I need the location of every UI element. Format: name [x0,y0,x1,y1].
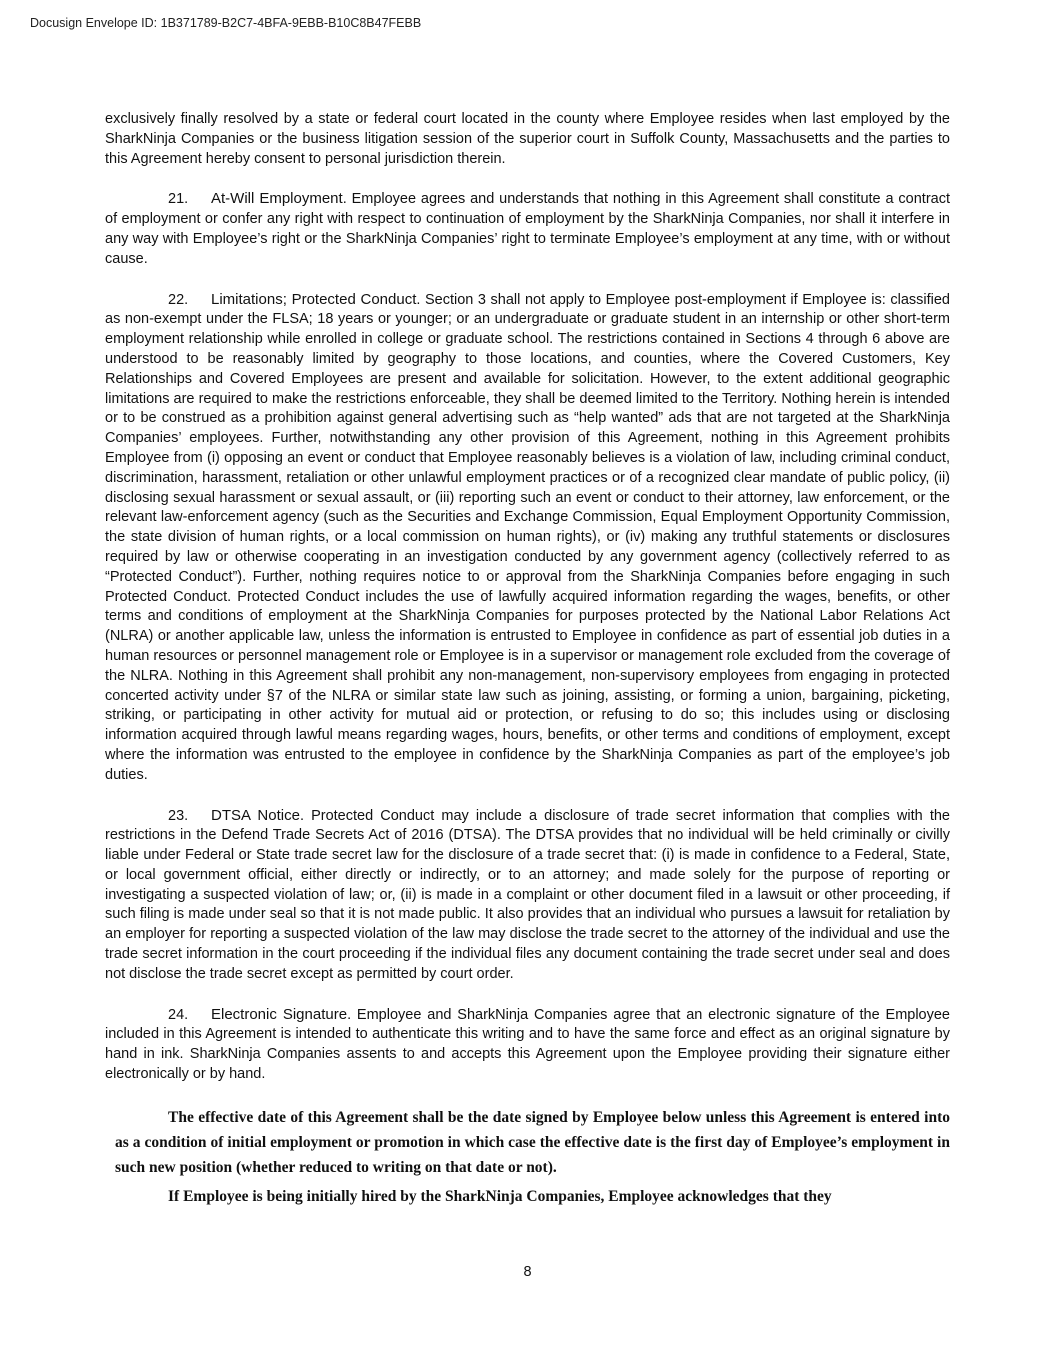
initial-hire-paragraph: If Employee is being initially hired by the SharkNinja Companies, Employee acknowledges that they [168,1187,832,1205]
continuation-paragraph: exclusively finally resolved by a state or federal court located in the county where Employee resides when last employed by the SharkNinja Companies or the business litigation session of the superior court in Suffolk County, Massachusetts and the parties to this Agreement hereby consent to personal jurisdiction therein. [105,111,950,167]
docusign-envelope-id: Docusign Envelope ID: 1B371789-B2C7-4BFA-9EBB-B10C8B47FEBB [30,16,422,30]
section-number: 23. [168,807,189,824]
section-body: . Protected Conduct may include a disclosure of trade secret information that complies with the restrictions in the Defend Trade Secrets Act of 2016 (DTSA). The DTSA provides that no individual will be held criminally or civilly liable under Federal or State trade secret law for the disclosure of a trade secret that: (i) is made in confidence to a Federal, State, or local government official, either directly or indirectly, or to an attorney; and made solely for the purpose of reporting or investigating a suspected violation of law; or, (ii) is made in a complaint or other document filed in a lawsuit or other proceeding, if such filing is made under seal so that it is not made public. It also provides that an individual who pursues a lawsuit for retaliation by an employer for reporting a suspected violation of the law may disclose the trade secret to the attorney of the individual and use the trade secret information in the court proceeding if the individual files any document containing the trade secret under seal and does not disclose the trade secret except as permitted by court order. [105,807,950,982]
section-number: 24. [168,1006,189,1023]
section-23 [105,806,950,985]
section-number: 22. [168,291,189,308]
section-21 [105,189,950,269]
section-heading: Limitations; Protected Conduct [211,290,417,308]
section-body: . Employee and SharkNinja Companies agree that an electronic signature of the Employee included in this Agreement is intended to authenticate this writing and to have the same force and effect as an original signature by hand in ink. SharkNinja Companies assents to and accepts this Agreement upon the Employee providing their signature either electronically or by hand. [105,1006,950,1083]
document-body [105,110,950,1213]
section-number: 21. [168,191,189,208]
section-body: . Section 3 shall not apply to Employee post-employment if Employee is: classified as non-exempt under the FLSA; 18 years or younger; or an undergraduate or graduate student in an internship or other short-term employment relationship while enrolled in college or graduate school. The restrictions contained in Sections 4 through 6 above are understood to be reasonably limited by geography to those locations, and counties, where the Covered Customers, Key Relationships and Covered Employees are present and available for solicitation. However, to the extent additional geographic limitations are required to make the restrictions enforceable, they shall be deemed limited to the Territory. Nothing herein is intended or to be construed as a prohibition against general advertising such as “help wanted” ads that are not targeted at the SharkNinja Companies’ employees. Further, notwithstanding any other provision of this Agreement, nothing in this Agreement prohibits Employee from (i) opposing an event or conduct that Employee reasonably believes is a violation of law, including criminal conduct, discrimination, harassment, retaliation or other unlawful employment practices or of a recognized clear mandate of public policy, (ii) disclosing sexual harassment or sexual assault, or (iii) reporting such an event or conduct to their attorney, law enforcement, or the relevant law-enforcement agency (such as the Securities and Exchange Commission, Equal Employment Opportunity Commission, the state division of human rights, or a local commission on human rights), or (iv) making any truthful statements or disclosures required by law or otherwise cooperating in an investigation conducted by any government agency (collectively referred to as “Protected Conduct”). Further, nothing requires notice to or approval from the SharkNinja Companies before engaging in such Protected Conduct. Protected Conduct includes the use of lawfully acquired information regarding the wages, benefits, or other terms and conditions of employment at the SharkNinja Companies for purposes protected by the National Labor Relations Act (NLRA) or another applicable law, unless the information is entrusted to Employee in confidence as part of essential job duties in a human resources or personnel management role or Employee is in a supervisor or management role excluded from the coverage of the NLRA. Nothing in this Agreement shall prohibit any non-management, non-supervisory employees from engaging in protected concerted activity under §7 of the NLRA or similar state law such as joining, assisting, or forming a union, bargaining, picketing, striking, or participating in other activity for mutual aid or protection, or refusing to do so; this includes using or disclosing information acquired through lawful means regarding wages, hours, benefits, or other terms and conditions of employment, except where the information was entrusted to the employee in confidence by the SharkNinja Companies as part of the employee’s job duties. [105,291,951,783]
page-number: 8 [523,1264,532,1280]
section-heading: DTSA Notice [211,806,300,824]
effective-date-paragraph: The effective date of this Agreement shall be the date signed by Employee below unless this Agreement is entered into as a condition of initial employment or promotion in which case the effective date is the first day of Employee’s employment in such new position (whether reduced to writing on that date or not). [115,1108,950,1176]
section-body: . Employee agrees and understands that nothing in this Agreement shall constitute a contract of employment or confer any right with respect to continuation of employment by the SharkNinja Companies, nor shall it interfere in any way with Employee’s right or the SharkNinja Companies’ right to terminate Employee’s employment at any time, with or without cause. [105,191,950,267]
section-24 [105,1005,950,1085]
section-22 [105,290,950,786]
section-heading: Electronic Signature [211,1005,348,1023]
section-heading: At-Will Employment [211,190,343,208]
